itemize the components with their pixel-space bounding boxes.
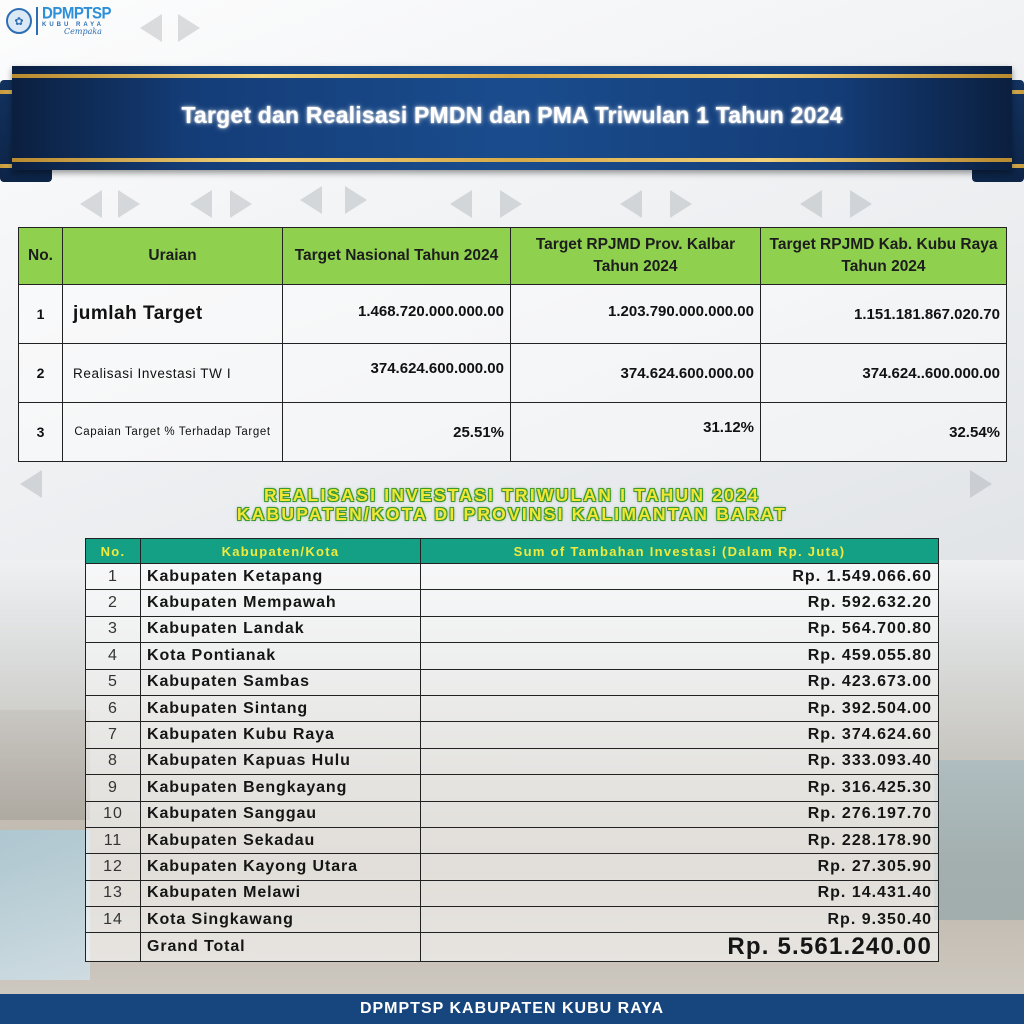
grand-total-value: Rp. 5.561.240.00 xyxy=(421,933,939,962)
triangle-decoration xyxy=(300,186,322,214)
title-banner xyxy=(12,66,1012,170)
table-row xyxy=(86,616,939,642)
row-kabupaten: Kabupaten Mempawah xyxy=(141,590,421,616)
section-heading-line2: KABUPATEN/KOTA DI PROVINSI KALIMANTAN BARAT xyxy=(236,504,788,524)
triangle-decoration xyxy=(345,186,367,214)
table-row xyxy=(86,880,939,906)
section-heading xyxy=(0,486,1024,524)
row-value: Rp. 276.197.70 xyxy=(421,801,939,827)
triangle-decoration xyxy=(850,190,872,218)
row-value: Rp. 1.549.066.60 xyxy=(421,564,939,590)
logo-name: DPMPTSP xyxy=(42,4,112,23)
table-row xyxy=(86,854,939,880)
logo-tagline: Cempaka xyxy=(64,27,102,36)
row-value: Rp. 333.093.40 xyxy=(421,748,939,774)
grand-total-label: Grand Total xyxy=(141,933,421,962)
row-uraian: Realisasi Investasi TW I xyxy=(63,344,283,403)
row-kabupaten: Kabupaten Ketapang xyxy=(141,564,421,590)
footer-text: DPMPTSP KABUPATEN KUBU RAYA xyxy=(359,1000,665,1017)
row-no: 6 xyxy=(86,695,141,721)
triangle-decoration xyxy=(500,190,522,218)
col-header-kalbar: Target RPJMD Prov. Kalbar Tahun 2024 xyxy=(511,228,761,285)
row-no: 9 xyxy=(86,775,141,801)
row-kabupaten: Kabupaten Bengkayang xyxy=(141,775,421,801)
table-header-row xyxy=(19,228,1007,285)
row-value: Rp. 374.624.60 xyxy=(421,722,939,748)
row-kabupaten: Kabupaten Sintang xyxy=(141,695,421,721)
row-kabupaten: Kabupaten Sekadau xyxy=(141,827,421,853)
logo-subtitle: KUBU RAYA xyxy=(42,22,104,28)
row-value: Rp. 423.673.00 xyxy=(421,669,939,695)
row-nasional: 1.468.720.000.000.00 xyxy=(283,285,511,344)
row-no: 7 xyxy=(86,722,141,748)
row-kabupaten: Kabupaten Melawi xyxy=(141,880,421,906)
row-no: 2 xyxy=(19,344,63,403)
total-no-empty xyxy=(86,933,141,962)
row-no: 12 xyxy=(86,854,141,880)
row-no: 10 xyxy=(86,801,141,827)
photo-building-left xyxy=(0,710,90,820)
row-no: 1 xyxy=(86,564,141,590)
col-header-no: No. xyxy=(19,228,63,285)
row-kabupaten: Kabupaten Kubu Raya xyxy=(141,722,421,748)
footer-bar xyxy=(0,994,1024,1024)
table-row xyxy=(19,403,1007,462)
row-no: 13 xyxy=(86,880,141,906)
table-row xyxy=(86,801,939,827)
triangle-decoration xyxy=(670,190,692,218)
row-value: Rp. 392.504.00 xyxy=(421,695,939,721)
table-row xyxy=(86,590,939,616)
row-kabupaten: Kota Singkawang xyxy=(141,907,421,933)
table-row xyxy=(86,695,939,721)
col-header-kuburaya: Target RPJMD Kab. Kubu Raya Tahun 2024 xyxy=(761,228,1007,285)
gold-stripe-top xyxy=(12,74,1012,78)
triangle-decoration xyxy=(140,14,162,42)
table-row xyxy=(86,827,939,853)
row-value: Rp. 316.425.30 xyxy=(421,775,939,801)
table-row xyxy=(86,907,939,933)
row-no: 4 xyxy=(86,643,141,669)
section-heading-line1: REALISASI INVESTASI TRIWULAN I TAHUN 2024 xyxy=(264,485,760,505)
row-value: Rp. 9.350.40 xyxy=(421,907,939,933)
photo-building-right xyxy=(934,760,1024,920)
row-value: Rp. 27.305.90 xyxy=(421,854,939,880)
table-header-row xyxy=(86,539,939,564)
photo-roof-left xyxy=(0,830,90,980)
row-no: 5 xyxy=(86,669,141,695)
table-row xyxy=(86,775,939,801)
row-value: Rp. 14.431.40 xyxy=(421,880,939,906)
row-value: Rp. 228.178.90 xyxy=(421,827,939,853)
triangle-decoration xyxy=(118,190,140,218)
row-kabupaten: Kabupaten Sambas xyxy=(141,669,421,695)
row-kabupaten: Kabupaten Sanggau xyxy=(141,801,421,827)
dpmptsp-logo xyxy=(6,6,111,36)
row-kalbar: 374.624.600.000.00 xyxy=(511,344,761,403)
triangle-decoration xyxy=(230,190,252,218)
row-no: 8 xyxy=(86,748,141,774)
emblem-icon: ✿ xyxy=(6,8,32,34)
col-header-investasi: Sum of Tambahan Investasi (Dalam Rp. Juta) xyxy=(421,539,939,564)
table-row xyxy=(86,643,939,669)
triangle-decoration xyxy=(800,190,822,218)
table-row xyxy=(86,564,939,590)
row-kalbar: 1.203.790.000.000.00 xyxy=(511,285,761,344)
triangle-decoration xyxy=(620,190,642,218)
logo-divider xyxy=(36,7,38,35)
col-header-no: No. xyxy=(86,539,141,564)
triangle-decoration xyxy=(450,190,472,218)
row-nasional: 25.51% xyxy=(283,403,511,462)
row-kalbar: 31.12% xyxy=(511,403,761,462)
triangle-decoration xyxy=(178,14,200,42)
table-row xyxy=(86,748,939,774)
row-kuburaya: 1.151.181.867.020.70 xyxy=(761,285,1007,344)
table-row xyxy=(19,285,1007,344)
row-uraian: jumlah Target xyxy=(63,285,283,344)
row-kabupaten: Kabupaten Kapuas Hulu xyxy=(141,748,421,774)
table-row xyxy=(19,344,1007,403)
row-kuburaya: 374.624..600.000.00 xyxy=(761,344,1007,403)
row-kabupaten: Kota Pontianak xyxy=(141,643,421,669)
row-uraian: Capaian Target % Terhadap Target xyxy=(63,403,283,462)
target-table xyxy=(18,227,1007,462)
row-no: 14 xyxy=(86,907,141,933)
row-kabupaten: Kabupaten Kayong Utara xyxy=(141,854,421,880)
row-no: 3 xyxy=(19,403,63,462)
row-no: 11 xyxy=(86,827,141,853)
col-header-kabupaten: Kabupaten/Kota xyxy=(141,539,421,564)
investment-table xyxy=(85,538,939,962)
row-kuburaya: 32.54% xyxy=(761,403,1007,462)
row-kabupaten: Kabupaten Landak xyxy=(141,616,421,642)
row-nasional: 374.624.600.000.00 xyxy=(283,344,511,403)
table-row xyxy=(86,722,939,748)
col-header-nasional: Target Nasional Tahun 2024 xyxy=(283,228,511,285)
table-row xyxy=(86,669,939,695)
row-no: 1 xyxy=(19,285,63,344)
gold-stripe-bottom xyxy=(12,158,1012,162)
col-header-uraian: Uraian xyxy=(63,228,283,285)
row-value: Rp. 592.632.20 xyxy=(421,590,939,616)
triangle-decoration xyxy=(190,190,212,218)
row-no: 2 xyxy=(86,590,141,616)
triangle-decoration xyxy=(80,190,102,218)
grand-total-row xyxy=(86,933,939,962)
page-title: Target dan Realisasi PMDN dan PMA Triwulan 1 Tahun 2024 xyxy=(181,102,843,128)
row-no: 3 xyxy=(86,616,141,642)
row-value: Rp. 459.055.80 xyxy=(421,643,939,669)
row-value: Rp. 564.700.80 xyxy=(421,616,939,642)
